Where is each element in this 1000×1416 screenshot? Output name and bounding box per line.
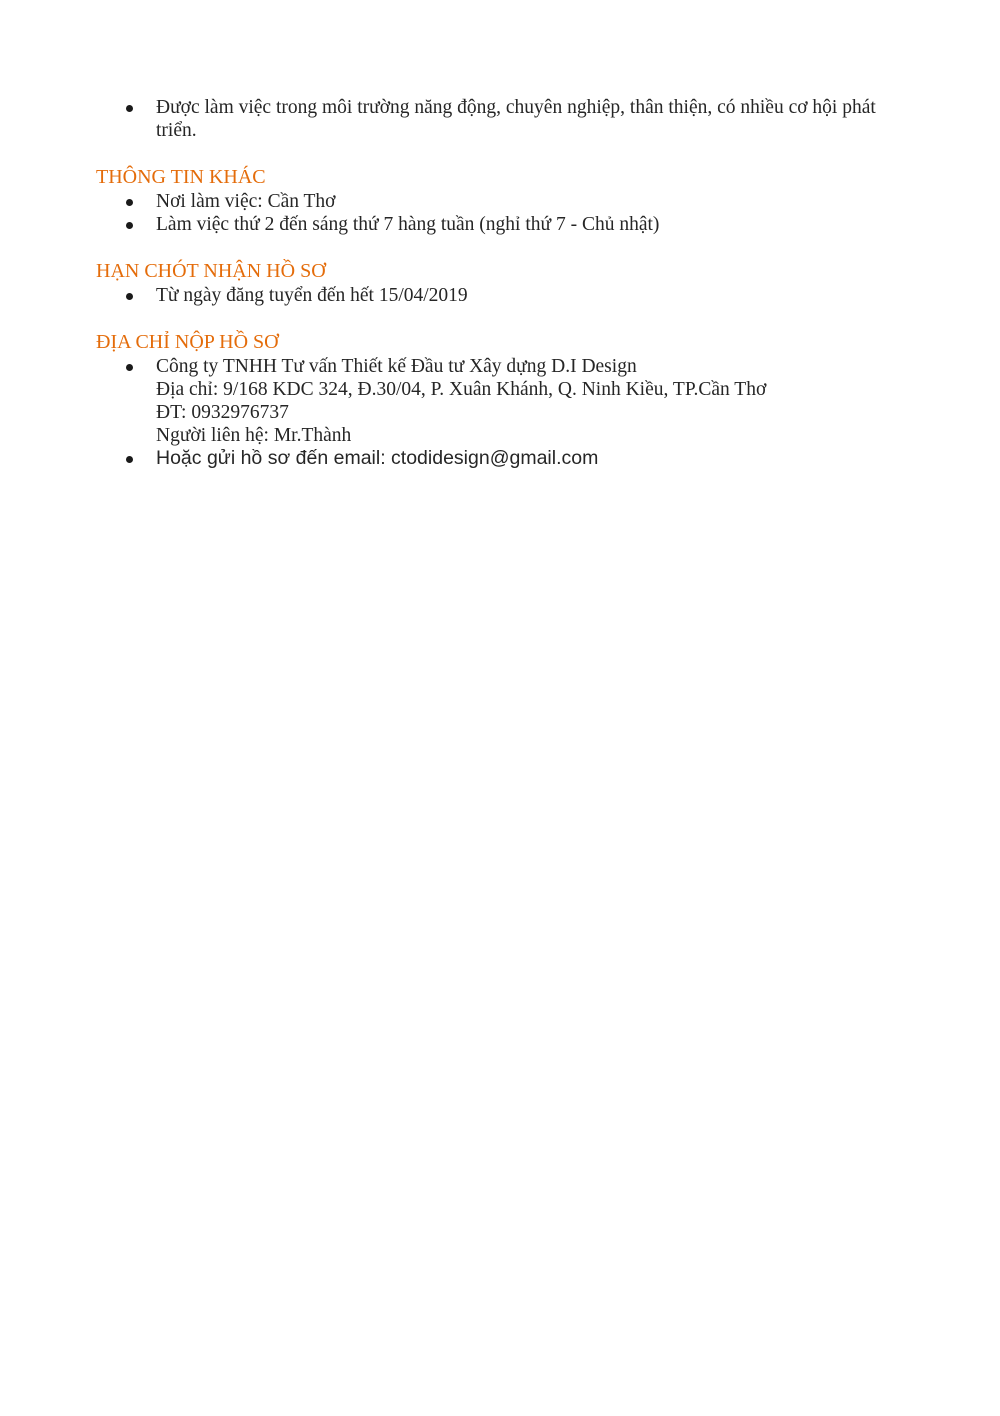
bullet-icon (126, 199, 133, 206)
list-item-line: triển. (156, 120, 197, 141)
list-item (96, 284, 916, 307)
list-item-text: Từ ngày đăng tuyển đến hết 15/04/2019 (156, 285, 468, 306)
list-item (96, 213, 916, 236)
list-item-line: Được làm việc trong môi trường năng động, chuyên nghiệp, thân thiện, có nhiều cơ hội phát (156, 97, 876, 118)
section-heading: ĐỊA CHỈ NỘP HỒ SƠ (96, 331, 279, 353)
other-info-list (96, 190, 916, 236)
document-content (96, 96, 916, 470)
bullet-icon (126, 105, 133, 112)
company-phone: ĐT: 0932976737 (156, 402, 289, 423)
list-item (96, 447, 916, 470)
company-contact: Người liên hệ: Mr.Thành (156, 425, 352, 446)
section-heading: HẠN CHÓT NHẬN HỒ SƠ (96, 260, 326, 282)
list-item (96, 96, 916, 142)
bullet-icon (126, 456, 133, 463)
company-address: Địa chỉ: 9/168 KDC 324, Đ.30/04, P. Xuân Khánh, Q. Ninh Kiều, TP.Cần Thơ (156, 379, 767, 400)
benefits-list (96, 96, 916, 142)
company-name: Công ty TNHH Tư vấn Thiết kế Đầu tư Xây dựng D.I Design (156, 356, 637, 377)
bullet-icon (126, 364, 133, 371)
bullet-icon (126, 222, 133, 229)
list-item-text: Làm việc thứ 2 đến sáng thứ 7 hàng tuần (nghỉ thứ 7 - Chủ nhật) (156, 214, 660, 235)
section-deadline (96, 259, 916, 307)
list-item-text: Nơi làm việc: Cần Thơ (156, 191, 336, 212)
section-heading: THÔNG TIN KHÁC (96, 166, 266, 188)
address-list (96, 355, 916, 470)
section-other-info (96, 165, 916, 236)
section-address (96, 330, 916, 470)
list-item (96, 190, 916, 213)
bullet-icon (126, 293, 133, 300)
email-line: Hoặc gửi hồ sơ đến email: ctodidesign@gmail.com (156, 447, 599, 469)
deadline-list (96, 284, 916, 307)
list-item (96, 355, 916, 447)
